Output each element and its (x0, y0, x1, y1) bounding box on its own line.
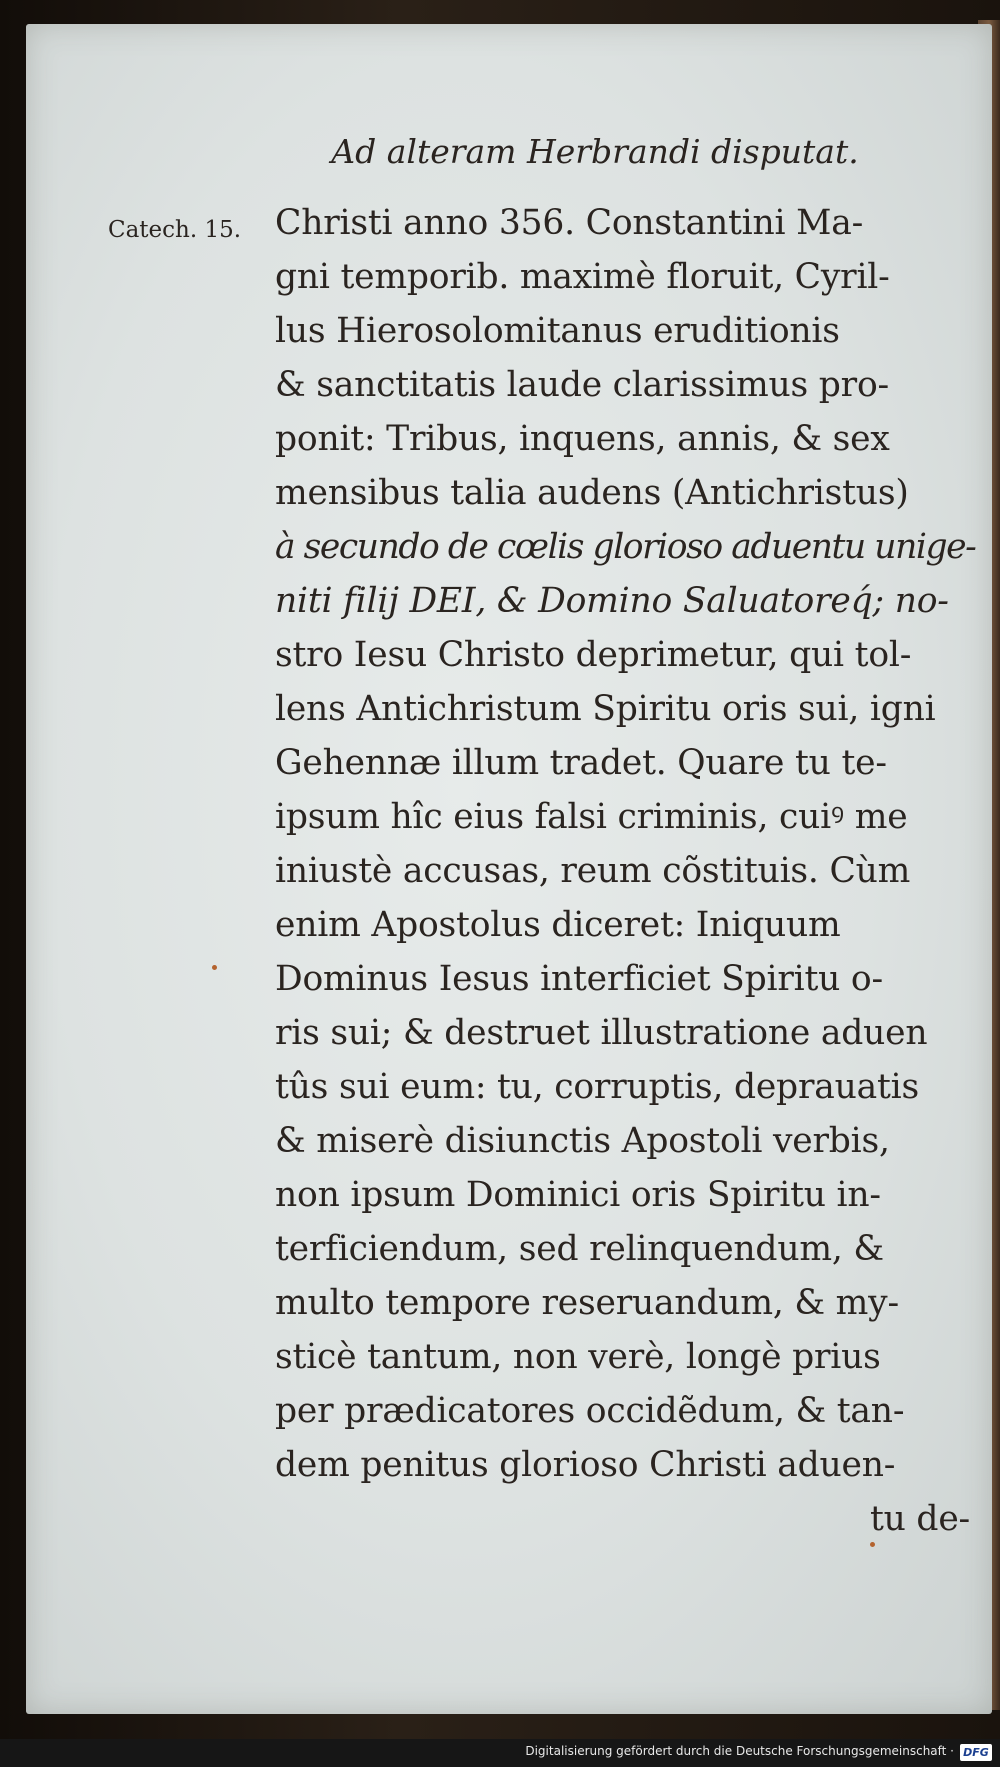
text-line: lens Antichristum Spiritu oris sui, igni (275, 689, 936, 729)
text-line: mensibus talia audens (Antichristus) (275, 473, 909, 513)
text-line: dem penitus glorioso Christi aduen- (275, 1445, 896, 1485)
text-line: multo tempore reseruandum, & my- (275, 1283, 899, 1323)
text-line: & sanctitatis laude clarissimus pro- (275, 365, 889, 405)
text-line: per prædicatores occidẽdum, & tan- (275, 1391, 905, 1431)
funding-credit: Digitalisierung gefördert durch die Deutsche Forschungsgemeinschaft · (525, 1744, 954, 1758)
margin-note: Catech. 15. (108, 217, 242, 243)
text-line: non ipsum Dominici oris Spiritu in- (275, 1175, 881, 1215)
text-line: Dominus Iesus interficiet Spiritu o- (275, 959, 883, 999)
running-head: Ad alteram Herbrandi disputat. (331, 132, 859, 171)
text-line: enim Apostolus diceret: Iniquum (275, 905, 841, 945)
text-line: à secundo de cœlis glorioso aduentu unige- (275, 527, 976, 567)
text-line: ponit: Tribus, inquens, annis, & sex (275, 419, 890, 459)
catchword: tu de- (869, 1499, 970, 1539)
text-line: niti filij DEI, & Domino Saluatoreq́; no- (275, 581, 949, 621)
text-line: lus Hierosolomitanus eruditionis (275, 311, 840, 351)
text-line: tûs sui eum: tu, corruptis, deprauatis (275, 1067, 919, 1107)
dfg-logo[interactable]: DFG (960, 1744, 992, 1761)
text-line: & miserè disiunctis Apostoli verbis, (275, 1121, 890, 1161)
text-line: gni temporib. maximè floruit, Cyril- (275, 257, 890, 297)
text-line: sticè tantum, non verè, longè prius (275, 1337, 881, 1377)
footer-bar (0, 1739, 1000, 1767)
text-line: Gehennæ illum tradet. Quare tu te- (275, 743, 887, 783)
text-block (275, 196, 975, 1546)
paper-speck (212, 965, 217, 970)
text-line: iniustè accusas, reum cõstituis. Cùm (275, 851, 911, 891)
text-line: ipsum hîc eius falsi criminis, cuiꝰ me (275, 797, 908, 837)
text-line: ris sui; & destruet illustratione aduen (275, 1013, 928, 1053)
text-line: Christi anno 356. Constantini Ma- (275, 203, 864, 243)
text-line: stro Iesu Christo deprimetur, qui tol- (275, 635, 912, 675)
text-line: terficiendum, sed relinquendum, & (275, 1229, 884, 1269)
